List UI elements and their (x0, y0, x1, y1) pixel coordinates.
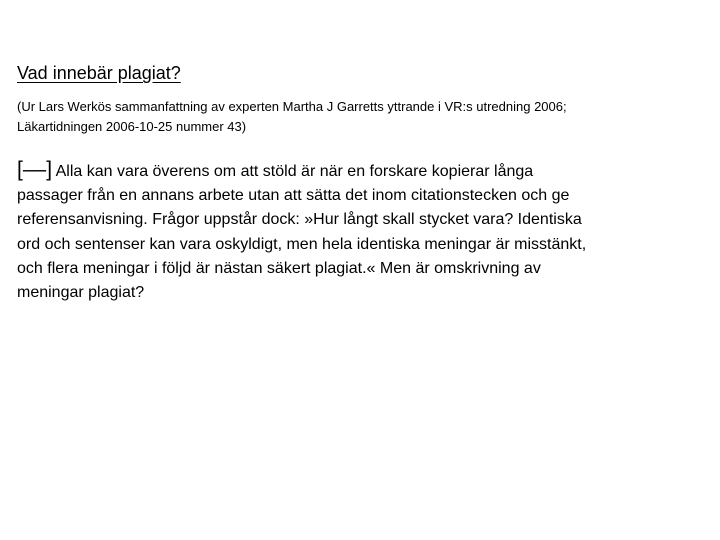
quote-line-2: passager från en annans arbete utan att sätta det inom citationstecken och ge (17, 187, 570, 205)
source-line-1: (Ur Lars Werkös sammanfattning av experten Martha J Garretts yttrande i VR:s utredning 2006; (17, 99, 567, 114)
source-line-2: Läkartidningen 2006-10-25 nummer 43) (17, 119, 247, 134)
quote-line-4: ord och sentenser kan vara oskyldigt, men hela identiska meningar är misstänkt, (17, 235, 587, 253)
quote-line-1-text: Alla kan vara överens om att stöld är när en forskare kopierar långa (52, 163, 534, 180)
quote-line-6: meningar plagiat? (17, 284, 145, 302)
quote-line-1 (17, 158, 707, 184)
quote-paragraph (17, 158, 707, 305)
page-title: Vad innebär plagiat? (17, 63, 181, 83)
quote-line-5: och flera meningar i följd är nästan säkert plagiat.« Men är omskrivning av (17, 259, 541, 277)
quote-line-3: referensanvisning. Frågor uppstår dock: »Hur långt skall stycket vara? Identiska (17, 211, 582, 229)
omission-marker: [––] (17, 158, 53, 181)
source-citation (17, 97, 657, 137)
